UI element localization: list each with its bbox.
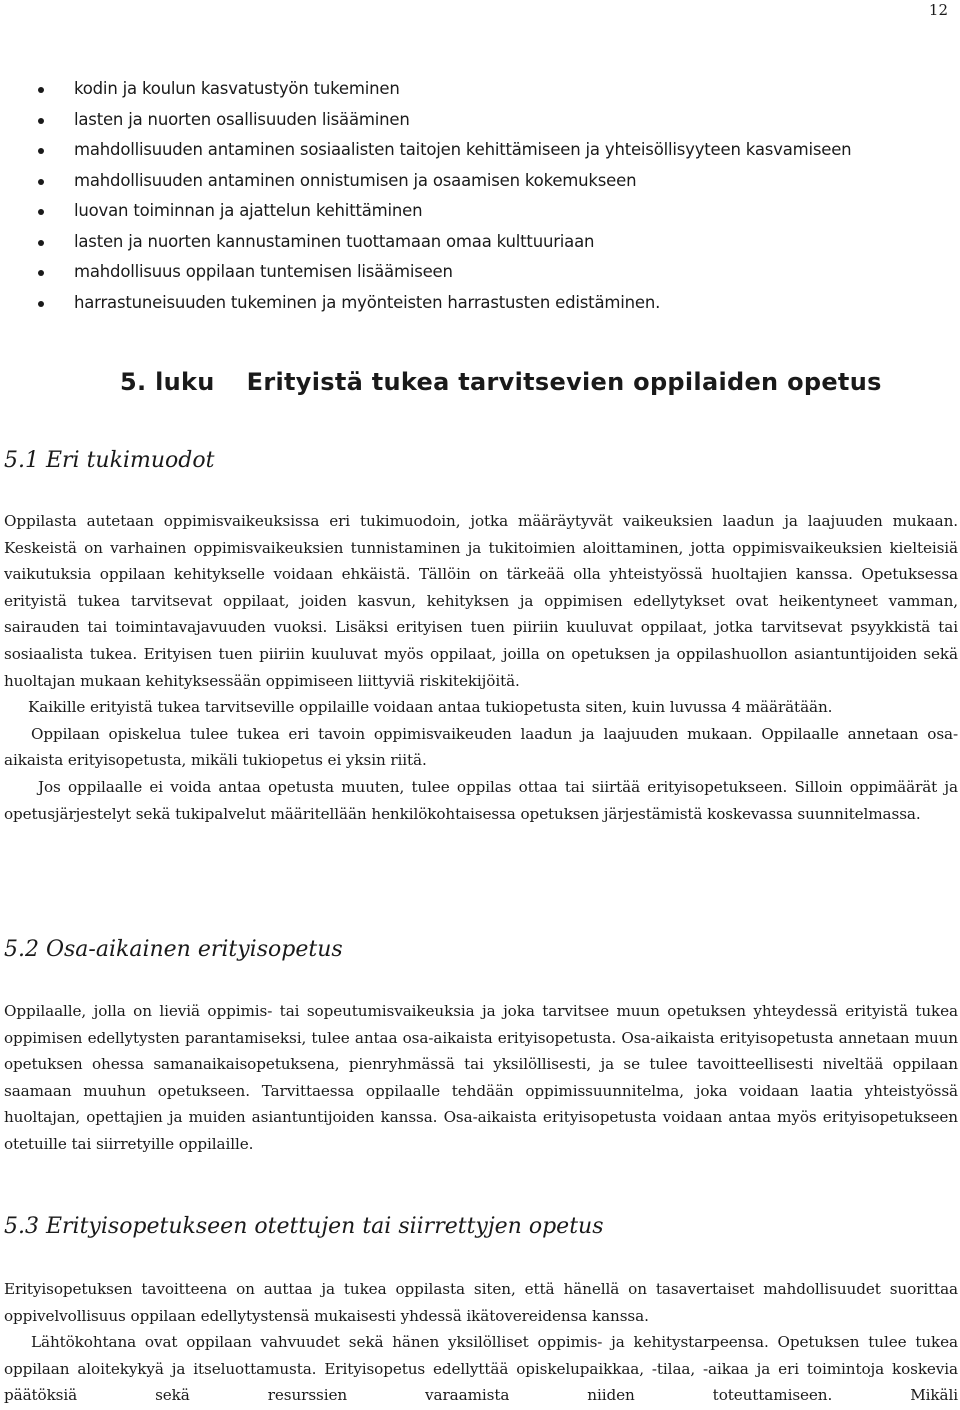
paragraph: Jos oppilaalle ei voida antaa opetusta muuten, tulee oppilas ottaa tai siirtää erityisopetukseen. Silloin oppimäärät ja opetusjärjestelyt sekä tukipalvelut määritellään henkilökohtaisessa opetuksen järjestämistä koskevassa suunnitelmassa. xyxy=(4,777,958,823)
bullet-item: luovan toiminnan ja ajattelun kehittäminen xyxy=(38,196,948,227)
section-title-5-2: 5.2 Osa-aikainen erityisopetus xyxy=(4,937,343,962)
section-title-5-1: 5.1 Eri tukimuodot xyxy=(4,448,215,473)
bullet-item: mahdollisuuden antaminen sosiaalisten taitojen kehittämiseen ja yhteisöllisyyteen kasvamiseen xyxy=(38,135,948,166)
paragraph: Kaikille erityistä tukea tarvitseville oppilaille voidaan antaa tukiopetusta siten, kuin luvussa 4 määrätään. xyxy=(28,698,833,717)
paragraph: Oppilaan opiskelua tulee tukea eri tavoin oppimisvaikeuden laadun ja laajuuden mukaan. Oppilaalle annetaan osa-aikaista erityisopetusta, mikäli tukiopetus ei yksin riitä. xyxy=(4,724,958,770)
section-body-5-2 xyxy=(4,998,958,1158)
bullet-item: mahdollisuuden antaminen onnistumisen ja osaamisen kokemukseen xyxy=(38,166,948,197)
section-title-5-3: 5.3 Erityisopetukseen otettujen tai siirrettyjen opetus xyxy=(4,1214,604,1239)
page-number: 12 xyxy=(928,1,948,19)
bullet-item: lasten ja nuorten kannustaminen tuottamaan omaa kulttuuriaan xyxy=(38,227,948,258)
chapter-number: 5. luku xyxy=(120,368,215,396)
paragraph: Lähtökohtana ovat oppilaan vahvuudet sekä hänen yksilölliset oppimis- ja kehitystarpeensa. Opetuksen tulee tukea oppilaan aloitekykyä ja itseluottamusta. Erityisopetus edellyttää opiskelupaikkaa, -tilaa, -aikaa ja eri toimintoja koskevia päätöksiä sekä resurssien varaamista niiden toteuttamiseen. Mikäli xyxy=(4,1333,958,1405)
chapter-heading-text: Erityistä tukea tarvitsevien oppilaiden opetus xyxy=(246,368,882,396)
section-body-5-3 xyxy=(4,1276,958,1409)
bullet-item: kodin ja koulun kasvatustyön tukeminen xyxy=(38,74,948,105)
paragraph: Erityisopetuksen tavoitteena on auttaa ja tukea oppilasta siten, että hänellä on tasavertaiset mahdollisuudet suorittaa oppivelvollisuus oppilaan edellytystensä mukaisesti yhdessä ikätovereidensa kanssa. xyxy=(4,1280,958,1325)
goals-bullet-list xyxy=(38,74,948,318)
bullet-item: lasten ja nuorten osallisuuden lisääminen xyxy=(38,105,948,136)
section-body-5-1 xyxy=(4,508,958,827)
paragraph: Oppilasta autetaan oppimisvaikeuksissa eri tukimuodoin, jotka määräytyvät vaikeuksien laadun ja laajuuden mukaan. Keskeistä on varhainen oppimisvaikeuksien tunnistaminen ja tukitoimien aloittaminen, jotta oppimisvaikeuksien kielteisiä vaikutuksia oppilaan kehitykselle voidaan ehkäistä. Tällöin on tärkeää olla yhteistyössä huoltajien kanssa. Opetuksessa erityistä tukea tarvitsevat oppilaat, joiden kasvun, kehityksen ja oppimisen edellytykset ovat heikentyneet vamman, sairauden tai toimintavajavuuden vuoksi. Lisäksi erityisen tuen piiriin kuuluvat oppilaat, jotka tarvitsevat psyykkistä tai sosiaalista tukea. Erityisen tuen piiriin kuuluvat myös oppilaat, joilla on opetuksen ja oppilashuollon asiantuntijoiden sekä huoltajan mukaan kehityksessään oppimiseen liittyviä riskitekijöitä. xyxy=(4,512,958,690)
bullet-item: harrastuneisuuden tukeminen ja myönteisten harrastusten edistäminen. xyxy=(38,288,948,319)
chapter-title xyxy=(120,368,882,396)
bullet-item: mahdollisuus oppilaan tuntemisen lisäämiseen xyxy=(38,257,948,288)
paragraph: Oppilaalle, jolla on lieviä oppimis- tai sopeutumisvaikeuksia ja joka tarvitsee muun opetuksen yhteydessä erityistä tukea oppimisen edellytysten parantamiseksi, tulee antaa osa-aikaista erityisopetusta. Osa-aikaista erityisopetusta annetaan muun opetuksen ohessa samanaikaisopetuksena, pienryhmässä tai yksilöllisesti, ja se tulee tavoitteellisesti niveltää oppilaan saamaan muuhun opetukseen. Tarvittaessa oppilaalle tehdään oppimissuunnitelma, joka voidaan laatia yhteistyössä huoltajan, opettajien ja muiden asiantuntijoiden kanssa. Osa-aikaista erityisopetusta voidaan antaa myös erityisopetukseen otetuille tai siirretyille oppilaille. xyxy=(4,1002,958,1153)
